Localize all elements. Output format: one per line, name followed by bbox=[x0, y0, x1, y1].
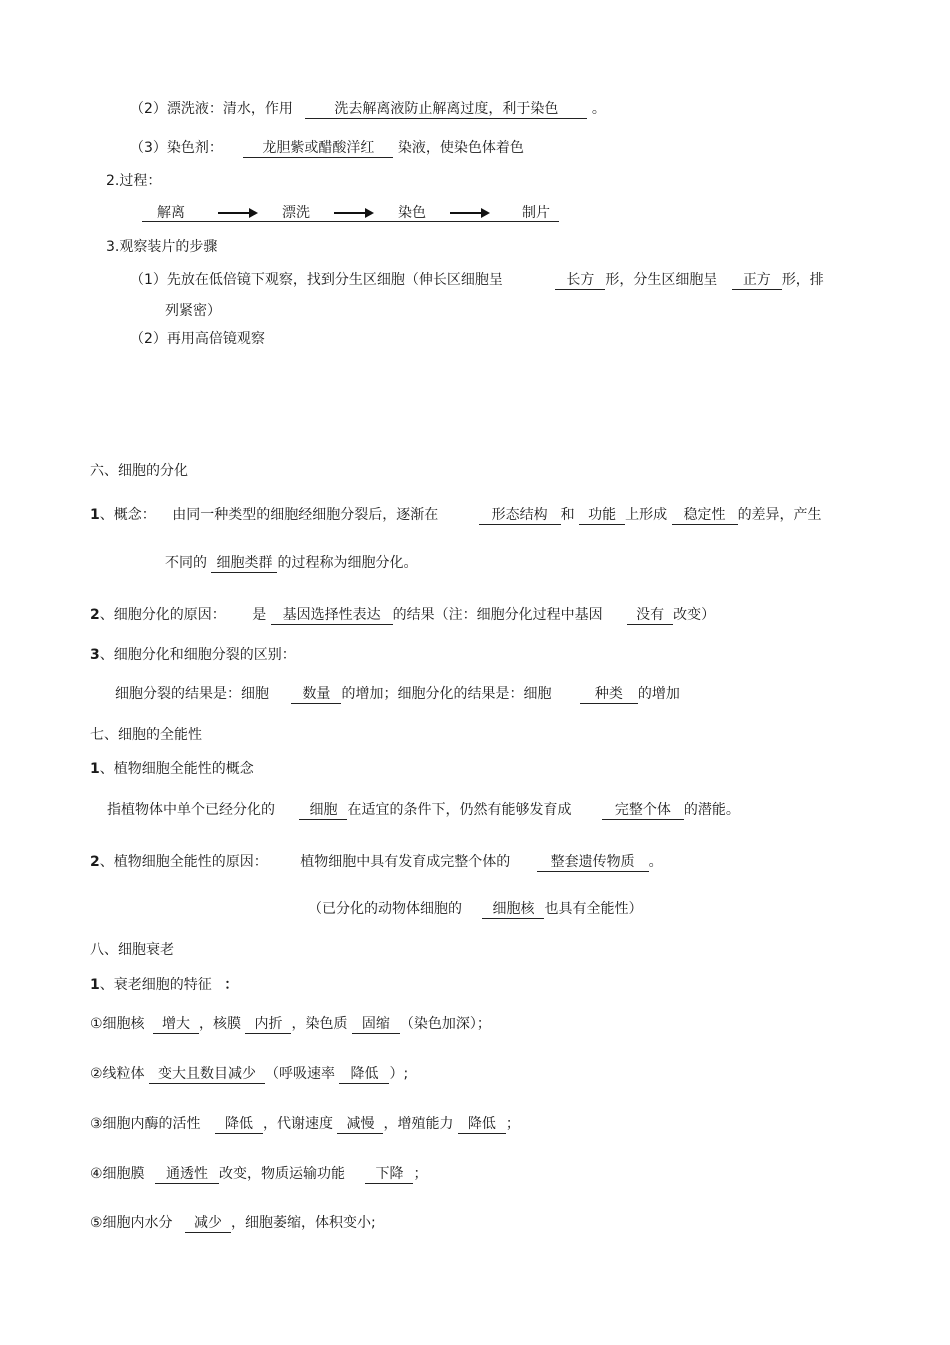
aging-features-title bbox=[90, 975, 238, 995]
answer-blank: 龙胆紫或醋酸洋红 bbox=[243, 139, 393, 158]
section-title-aging: 八、细胞衰老 bbox=[90, 942, 174, 958]
differentiation-concept-cont bbox=[165, 553, 417, 573]
text: 、植物细胞全能性的概念 bbox=[99, 761, 254, 777]
text: ①细胞核 bbox=[90, 1016, 145, 1032]
process-underline bbox=[142, 221, 559, 222]
text: 。 bbox=[591, 101, 606, 117]
text: 、植物细胞全能性的原因： bbox=[99, 854, 268, 870]
text: ，代谢速度 bbox=[263, 1116, 334, 1132]
totipotency-concept-title bbox=[90, 759, 254, 779]
text: 、概念： bbox=[99, 507, 156, 523]
text: ②线粒体 bbox=[90, 1066, 145, 1082]
observe-step-2: （2）再用高倍镜观察 bbox=[130, 331, 265, 347]
answer-blank: 内折 bbox=[245, 1015, 291, 1034]
text: 、细胞分化和细胞分裂的区别： bbox=[99, 647, 296, 663]
text: 改变，物质运输功能 bbox=[219, 1166, 346, 1182]
section-title-totipotency: 七、细胞的全能性 bbox=[90, 727, 202, 743]
answer-blank: 基因选择性表达 bbox=[271, 606, 393, 625]
text: （3）染色剂： bbox=[130, 140, 223, 156]
totipotency-animal-note bbox=[308, 899, 642, 919]
text: 的结果（注：细胞分化过程中基因 bbox=[392, 607, 603, 623]
totipotency-cause bbox=[90, 852, 663, 872]
observe-step-1-cont: 列紧密） bbox=[165, 303, 221, 319]
answer-blank: 正方 bbox=[732, 271, 782, 290]
process-step-1: 解离 bbox=[157, 205, 185, 221]
answer-blank: 数量 bbox=[291, 685, 341, 704]
text: 指植物体中单个已经分化的 bbox=[107, 802, 275, 818]
item-number: 3 bbox=[90, 647, 100, 663]
text: 是 bbox=[252, 607, 267, 623]
answer-blank: 洗去解离液防止解离过度，利于染色 bbox=[305, 100, 587, 119]
text: 不同的 bbox=[165, 555, 207, 571]
aging-feature-4 bbox=[90, 1164, 427, 1184]
text: 。 bbox=[648, 854, 663, 870]
division-vs-differentiation-detail bbox=[115, 684, 680, 704]
differentiation-cause bbox=[90, 605, 715, 625]
answer-blank: 固缩 bbox=[352, 1015, 400, 1034]
text: 形，分生区细胞呈 bbox=[605, 272, 718, 288]
item-number: 2 bbox=[90, 854, 100, 870]
text: ； bbox=[413, 1166, 428, 1182]
answer-blank: 整套遗传物质 bbox=[537, 853, 649, 872]
text: （1）先放在低倍镜下观察，找到分生区细胞（伸长区细胞呈 bbox=[130, 272, 503, 288]
answer-blank: 形态结构 bbox=[479, 506, 561, 525]
observe-step-1 bbox=[130, 270, 824, 290]
process-step-3: 染色 bbox=[398, 205, 426, 221]
text: 的过程称为细胞分化。 bbox=[277, 555, 418, 571]
division-vs-differentiation bbox=[90, 645, 296, 665]
text: ④细胞膜 bbox=[90, 1166, 145, 1182]
stain-line bbox=[130, 138, 524, 158]
observe-title: 3.观察装片的步骤 bbox=[106, 239, 218, 255]
text: ； bbox=[505, 1116, 520, 1132]
answer-blank: 稳定性 bbox=[672, 506, 738, 525]
answer-blank: 降低 bbox=[215, 1115, 263, 1134]
answer-blank: 下降 bbox=[365, 1165, 413, 1184]
differentiation-concept bbox=[90, 505, 822, 525]
process-title: 2.过程： bbox=[106, 173, 162, 189]
answer-blank: 通透性 bbox=[155, 1165, 219, 1184]
answer-blank: 功能 bbox=[579, 506, 625, 525]
arrow-right-icon bbox=[334, 208, 374, 218]
item-number: 2 bbox=[90, 607, 100, 623]
aging-feature-2 bbox=[90, 1064, 408, 1084]
answer-blank: 没有 bbox=[627, 606, 673, 625]
answer-blank: 细胞类群 bbox=[211, 554, 277, 573]
section-title-differentiation: 六、细胞的分化 bbox=[90, 463, 188, 479]
answer-blank: 长方 bbox=[555, 271, 605, 290]
answer-blank: 变大且数目减少 bbox=[149, 1065, 265, 1084]
text: 在适宜的条件下，仍然有能够发育成 bbox=[347, 802, 572, 818]
item-number: 1 bbox=[90, 761, 100, 777]
text: 的增加；细胞分化的结果是：细胞 bbox=[341, 686, 552, 702]
answer-blank: 细胞核 bbox=[482, 900, 544, 919]
answer-blank: 完整个体 bbox=[602, 801, 684, 820]
arrow-right-icon bbox=[218, 208, 258, 218]
arrow-right-icon bbox=[450, 208, 490, 218]
totipotency-concept bbox=[107, 800, 740, 820]
text: ⑤细胞内水分 bbox=[90, 1215, 173, 1231]
process-step-2: 漂洗 bbox=[282, 205, 310, 221]
text: ，核膜 bbox=[199, 1016, 242, 1032]
aging-feature-3 bbox=[90, 1114, 520, 1134]
answer-blank: 减少 bbox=[185, 1214, 231, 1233]
text: （染色加深）； bbox=[399, 1016, 491, 1032]
text: （呼吸速率 bbox=[265, 1066, 336, 1082]
text: 植物细胞中具有发育成完整个体的 bbox=[300, 854, 511, 870]
text: 形，排 bbox=[781, 272, 824, 288]
text: 由同一种类型的细胞经细胞分裂后，逐渐在 bbox=[172, 507, 439, 523]
item-number: 1 bbox=[90, 977, 100, 993]
process-flow bbox=[142, 203, 564, 223]
process-step-4: 制片 bbox=[522, 205, 550, 221]
answer-blank: 细胞 bbox=[299, 801, 347, 820]
text: （2）漂洗液：清水，作用 bbox=[130, 101, 293, 117]
answer-blank: 种类 bbox=[580, 685, 638, 704]
answer-blank: 减慢 bbox=[337, 1115, 383, 1134]
text: （已分化的动物体细胞的 bbox=[308, 901, 462, 917]
answer-blank: 增大 bbox=[153, 1015, 199, 1034]
text: 的差异，产生 bbox=[737, 507, 822, 523]
text: 、细胞分化的原因： bbox=[99, 607, 226, 623]
text: 改变） bbox=[673, 607, 716, 623]
text: 细胞分裂的结果是：细胞 bbox=[115, 686, 269, 702]
aging-feature-1 bbox=[90, 1014, 491, 1034]
text: ： bbox=[224, 977, 239, 993]
answer-blank: 降低 bbox=[339, 1065, 389, 1084]
text: 也具有全能性） bbox=[544, 901, 643, 917]
text: ，细胞萎缩，体积变小; bbox=[231, 1215, 376, 1231]
text: 染液，使染色体着色 bbox=[397, 140, 524, 156]
rinse-liquid-line bbox=[130, 99, 606, 119]
text: 的增加 bbox=[637, 686, 680, 702]
item-number: 1 bbox=[90, 507, 100, 523]
text: ）; bbox=[389, 1066, 409, 1082]
aging-feature-5 bbox=[90, 1213, 376, 1233]
text: ③细胞内酶的活性 bbox=[90, 1116, 201, 1132]
text: ，增殖能力 bbox=[383, 1116, 454, 1132]
text: 上形成 bbox=[625, 507, 668, 523]
text: 、衰老细胞的特征 bbox=[99, 977, 212, 993]
text: 和 bbox=[560, 507, 575, 523]
answer-blank: 降低 bbox=[458, 1115, 506, 1134]
text: 的潜能。 bbox=[683, 802, 740, 818]
text: ，染色质 bbox=[291, 1016, 348, 1032]
